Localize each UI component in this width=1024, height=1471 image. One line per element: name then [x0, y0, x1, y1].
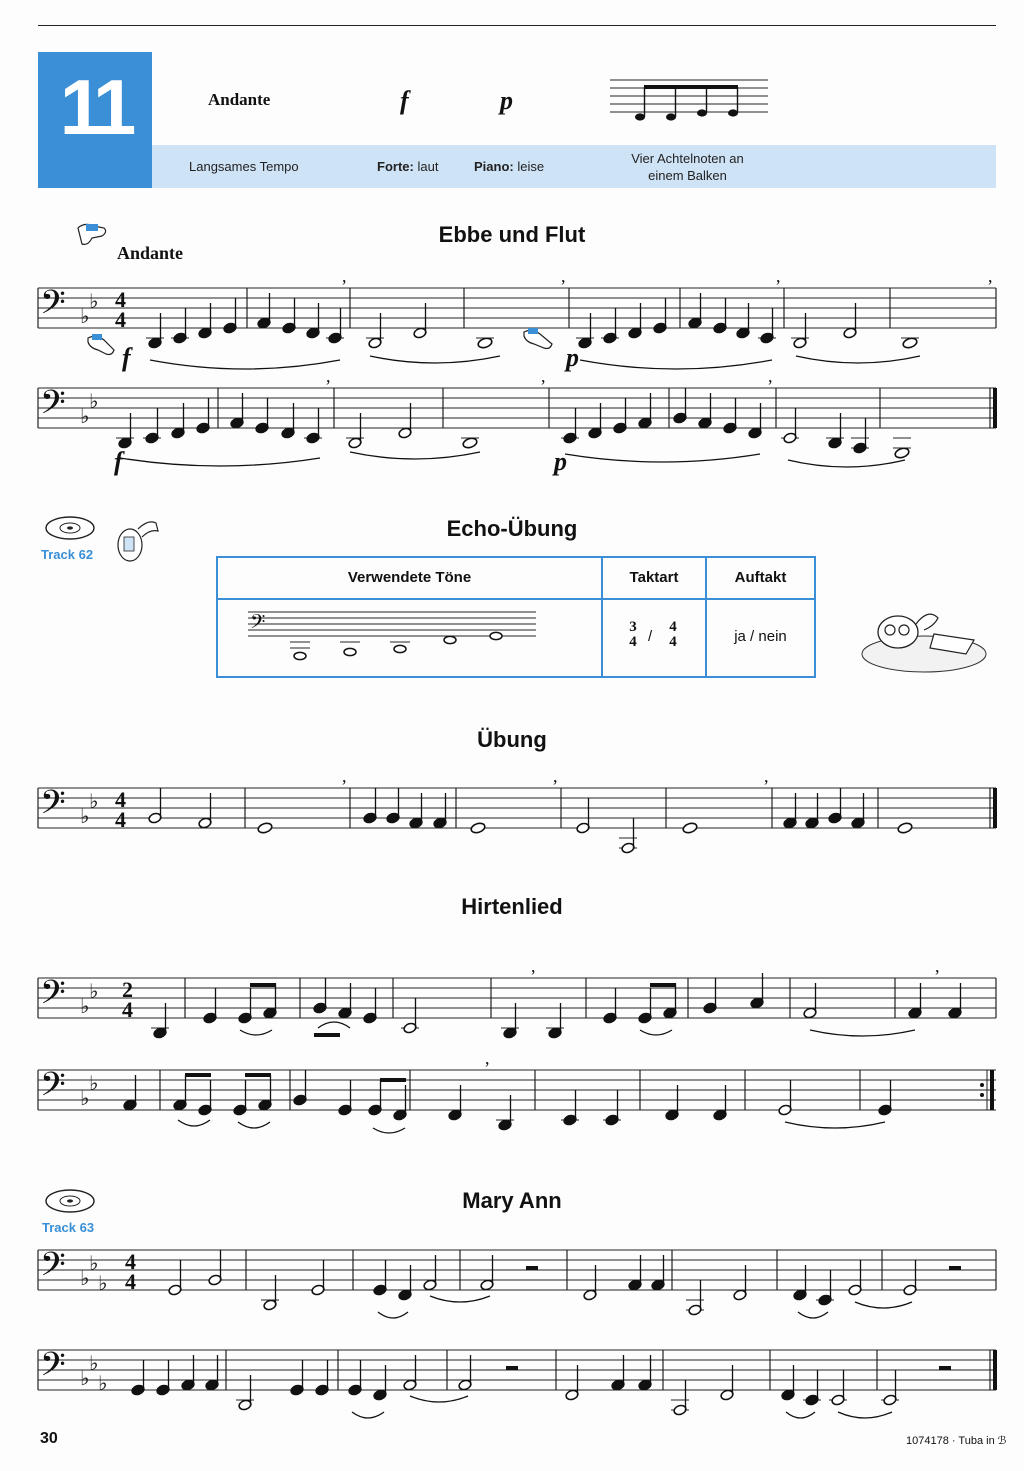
time-signature: 4	[125, 1249, 136, 1274]
piano-description: Piano: leise	[474, 159, 545, 174]
flat-sign: ♭	[80, 304, 90, 328]
flat-sign: ♭	[89, 1251, 99, 1275]
beam	[245, 1073, 271, 1077]
note	[344, 648, 356, 655]
final-barline	[993, 788, 997, 828]
slur	[373, 1128, 405, 1133]
bass-clef: 𝄢	[40, 1246, 66, 1292]
flat-sign: ♭	[89, 389, 99, 413]
slur	[240, 1030, 272, 1035]
pointing-hand-icon	[520, 326, 564, 356]
beam	[185, 1073, 211, 1077]
cd-icon	[44, 1185, 104, 1219]
breath-mark: ,	[764, 766, 769, 786]
slur	[580, 360, 772, 369]
flat-sign: ♭	[89, 789, 99, 813]
used-notes-staff	[218, 600, 601, 676]
flat-sign: ♭	[98, 1371, 108, 1395]
flat-sign: ♭	[80, 804, 90, 828]
slur	[150, 360, 340, 369]
title-echo-uebung: Echo-Übung	[446, 516, 578, 541]
slur	[350, 452, 480, 459]
track-label: Track 62	[41, 547, 94, 562]
slur	[788, 460, 905, 467]
bass-clef: 𝄢	[40, 1346, 66, 1392]
breath-mark: ,	[935, 956, 940, 976]
breath-mark: ,	[342, 266, 347, 286]
note	[470, 822, 486, 835]
dynamic-p: p	[554, 447, 567, 476]
final-barline	[990, 1070, 994, 1110]
time-signature: 4	[122, 997, 133, 1022]
half-rest	[939, 1366, 951, 1370]
slur	[430, 1296, 490, 1302]
time-signature: 4	[115, 307, 126, 332]
eighth-notes-example	[600, 70, 780, 130]
staff-uebung	[0, 766, 1024, 850]
note	[902, 337, 918, 350]
title-ebbe-und-flut: Ebbe und Flut	[438, 222, 586, 247]
bass-clef: 𝄢	[250, 610, 266, 638]
meter-option-3-4: 3 4	[629, 619, 637, 650]
pointing-hand-icon	[84, 332, 124, 362]
breath-mark: ,	[326, 366, 331, 386]
breath-mark: ,	[485, 1048, 490, 1068]
time-signature: 4	[115, 287, 126, 312]
note	[444, 636, 456, 643]
final-barline	[993, 388, 997, 428]
note	[462, 437, 478, 450]
breath-mark: ,	[768, 366, 773, 386]
slur	[785, 1122, 885, 1128]
note	[257, 822, 273, 835]
flat-sign: ♭	[80, 994, 90, 1018]
slur	[786, 1412, 815, 1418]
time-signature: 4	[115, 787, 126, 812]
piano-symbol: p	[500, 86, 513, 115]
bass-clef: 𝄢	[40, 1066, 66, 1112]
breath-mark: ,	[988, 266, 993, 286]
time-signature: 4	[125, 1269, 136, 1294]
flat-sign: ♭	[89, 289, 99, 313]
flat-sign: ♭	[89, 979, 99, 1003]
tempo-andante: Andante	[117, 243, 184, 263]
time-signature: 4	[115, 807, 126, 832]
slur	[378, 1312, 408, 1318]
slur	[796, 356, 920, 363]
table-header-verwendete-toene: Verwendete Töne	[347, 569, 472, 586]
flat-sign: ♭	[80, 404, 90, 428]
breath-mark: ,	[531, 956, 536, 976]
andante-term: Andante	[208, 90, 271, 109]
slur	[640, 1030, 672, 1035]
flat-sign: ♭	[80, 1266, 90, 1290]
slur	[855, 1302, 912, 1308]
meter-option-4-4: 4 4	[669, 619, 677, 650]
note	[894, 447, 910, 460]
forte-description: Forte: laut	[377, 159, 439, 174]
slur	[798, 1312, 828, 1318]
note	[477, 337, 493, 350]
andante-description: Langsames Tempo	[189, 159, 299, 174]
forte-symbol: f	[400, 86, 409, 115]
catalog-code: 1074178 · Tuba in ℬ	[906, 1435, 1007, 1447]
breath-mark: ,	[561, 266, 566, 286]
cd-icon	[44, 512, 104, 546]
flat-sign: ♭	[89, 1071, 99, 1095]
table-header-auftakt: Auftakt	[734, 569, 787, 586]
title-uebung: Übung	[477, 727, 547, 752]
flat-sign: ♭	[80, 1086, 90, 1110]
echo-table	[216, 556, 816, 678]
slur	[120, 458, 320, 466]
dynamic-p: p	[566, 343, 579, 372]
half-rest	[506, 1366, 518, 1370]
breath-mark: ,	[342, 766, 347, 786]
flat-sign: ♭	[98, 1271, 108, 1295]
slur	[410, 1396, 468, 1402]
staff-mary-ann	[0, 1230, 1024, 1420]
slur	[810, 1030, 915, 1036]
beam	[314, 1033, 340, 1037]
half-rest	[949, 1266, 961, 1270]
beam	[380, 1078, 406, 1082]
note	[682, 822, 698, 835]
breath-mark: ,	[553, 766, 558, 786]
note	[897, 822, 913, 835]
auftakt-options: ja / nein	[734, 628, 787, 645]
bass-clef: 𝄢	[40, 784, 66, 830]
bass-clef: 𝄢	[40, 384, 66, 430]
beam	[250, 983, 276, 987]
beam	[650, 983, 676, 987]
track-label: Track 63	[42, 1220, 95, 1235]
pointing-hand-icon	[72, 218, 112, 254]
slur	[178, 1120, 210, 1126]
note	[394, 645, 406, 652]
note	[294, 652, 306, 659]
breath-mark: ,	[541, 366, 546, 386]
meter-separator: /	[648, 628, 653, 645]
half-rest	[526, 1266, 538, 1270]
dynamic-f: f	[122, 343, 131, 372]
final-barline	[993, 1350, 997, 1390]
time-signature: 2	[122, 977, 133, 1002]
page-number: 30	[40, 1430, 58, 1447]
breath-mark: ,	[776, 266, 781, 286]
bass-clef: 𝄢	[40, 284, 66, 330]
slur	[352, 1412, 384, 1418]
title-hirtenlied: Hirtenlied	[461, 894, 563, 919]
slur	[370, 356, 500, 363]
eighth-notes-description: Vier Achtelnoten an einem Balken	[631, 151, 744, 183]
staff-hirtenlied	[0, 956, 1024, 1150]
repeat-dot	[980, 1083, 984, 1087]
top-rule	[38, 25, 996, 26]
bass-clef: 𝄢	[40, 974, 66, 1020]
title-mary-ann: Mary Ann	[462, 1188, 562, 1213]
slur	[318, 1022, 350, 1028]
note	[490, 632, 502, 639]
slur	[565, 454, 760, 462]
flat-sign: ♭	[89, 1351, 99, 1375]
dynamic-f: f	[114, 447, 123, 476]
repeat-dot	[980, 1093, 984, 1097]
staff-ebbe-und-flut	[0, 266, 1024, 480]
slur	[238, 1122, 270, 1128]
lesson-number: 11	[59, 63, 131, 151]
table-header-taktart: Taktart	[629, 569, 679, 586]
listening-man-illustration	[854, 604, 1004, 680]
flat-sign: ♭	[80, 1366, 90, 1390]
tuba-icon	[108, 515, 164, 571]
slur	[838, 1412, 892, 1418]
